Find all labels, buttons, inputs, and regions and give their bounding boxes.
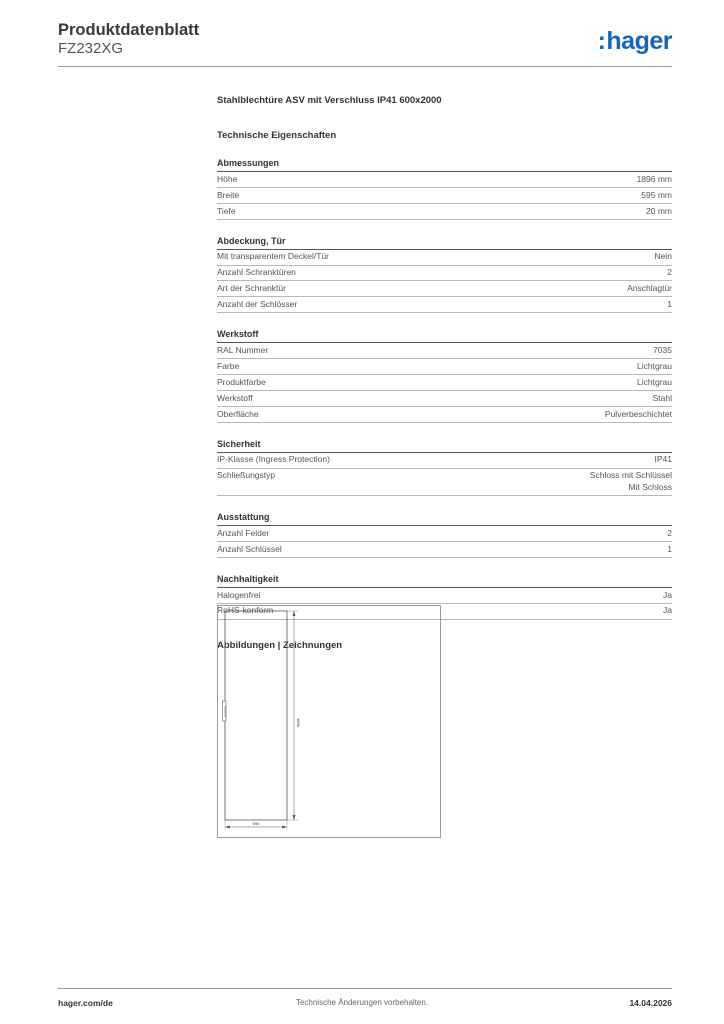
property-value (667, 299, 672, 311)
property-value (667, 267, 672, 279)
footer-date: 14.04.2026 (629, 998, 672, 1008)
figure-heading: Abbildungen | Zeichnungen (217, 639, 343, 651)
property-label: Art der Schranktür (217, 283, 286, 294)
door-handle-icon (223, 701, 227, 721)
property-row (217, 281, 672, 297)
property-label: Anzahl Felder (217, 527, 270, 538)
group-title: Sicherheit (217, 438, 672, 453)
group-title: Ausstattung (217, 511, 672, 526)
property-row (217, 188, 672, 204)
section-heading: Technische Eigenschaften (217, 130, 337, 141)
footer-website: hager.com/de (58, 998, 113, 1008)
property-row (217, 297, 672, 313)
property-value-line: 2 (667, 267, 672, 278)
property-value-line: Stahl (652, 392, 672, 403)
footer-divider (58, 988, 672, 989)
property-value-line: 1896 mm (636, 173, 672, 184)
product-name: Stahlblechtüre ASV mit Verschluss IP41 600x2000 (217, 95, 442, 106)
property-row (217, 250, 672, 266)
hager-logo (598, 27, 672, 55)
property-value-line: 2 (667, 527, 672, 538)
property-label: Tiefe (217, 205, 236, 216)
logo-text: hager (606, 27, 672, 55)
property-label: Höhe (217, 173, 238, 184)
property-group (217, 438, 672, 496)
property-value (653, 345, 672, 357)
property-group (217, 157, 672, 220)
product-code: FZ232XG (58, 40, 124, 57)
document-title: Produktdatenblatt (58, 21, 200, 39)
property-value (637, 377, 672, 389)
property-value (627, 283, 672, 295)
property-value-line: Lichtgrau (637, 376, 672, 387)
property-value-line: 1 (667, 299, 672, 310)
property-value-line: Anschlagtür (627, 283, 672, 294)
property-group (217, 328, 672, 422)
property-value-line: 20 mm (646, 205, 672, 216)
property-label: IP-Klasse (Ingress Protection) (217, 454, 330, 465)
property-value (646, 206, 672, 218)
property-value-line: Ja (663, 605, 672, 616)
property-row (217, 526, 672, 542)
property-value (655, 454, 673, 466)
property-label: Oberfläche (217, 408, 259, 419)
property-value-line: 595 mm (641, 189, 672, 200)
property-label: Mit transparentem Deckel/Tür (217, 251, 329, 262)
property-label: Schließungstyp (217, 470, 276, 481)
header-divider (58, 66, 672, 67)
property-row (217, 204, 672, 220)
property-value (605, 409, 672, 421)
property-value-line: Schloss mit Schlüssel (589, 470, 672, 481)
property-label: RoHS-konform (217, 605, 274, 616)
property-groups (217, 157, 672, 620)
property-row (217, 407, 672, 423)
property-value-line: 1 (667, 543, 672, 554)
width-dimension-label: 595 (252, 821, 260, 826)
property-label: Produktfarbe (217, 376, 266, 387)
group-title: Abdeckung, Tür (217, 235, 672, 250)
property-label: Anzahl der Schlösser (217, 299, 298, 310)
property-row (217, 359, 672, 375)
property-value (637, 361, 672, 373)
property-row (217, 375, 672, 391)
property-group (217, 235, 672, 314)
property-value (667, 544, 672, 556)
group-title: Werkstoff (217, 328, 672, 343)
property-row (217, 266, 672, 282)
property-value-line: Pulverbeschichtet (604, 408, 672, 419)
property-row (217, 542, 672, 558)
property-value (653, 393, 672, 405)
property-row (217, 391, 672, 407)
property-value (663, 605, 672, 617)
property-label: RAL Nummer (217, 345, 269, 356)
property-label: Anzahl Schlüssel (217, 543, 282, 554)
property-value (667, 528, 672, 540)
door-drawing (218, 606, 440, 837)
property-group (217, 511, 672, 558)
property-label: Anzahl Schranktüren (217, 267, 296, 278)
figure-frame (217, 605, 441, 838)
property-row (217, 453, 672, 469)
property-value-line: Ja (663, 589, 672, 600)
property-value (590, 470, 672, 493)
property-row (217, 588, 672, 604)
property-value (655, 251, 672, 263)
property-value (663, 590, 672, 602)
height-dimension-label: 1896 (296, 718, 301, 727)
property-value-line: 7035 (653, 345, 672, 356)
logo-colon-icon: : (597, 27, 606, 55)
property-row (217, 172, 672, 188)
page-header (58, 20, 199, 58)
property-value (641, 190, 672, 202)
property-label: Halogenfrei (217, 589, 261, 600)
property-label: Werkstoff (217, 392, 253, 403)
property-row (217, 343, 672, 359)
door-outline (225, 611, 287, 820)
property-label: Breite (217, 189, 240, 200)
property-value (637, 174, 672, 186)
property-value-line: Nein (654, 251, 672, 262)
footer-disclaimer: Technische Änderungen vorbehalten. (295, 998, 429, 1007)
group-title: Abmessungen (217, 157, 672, 172)
property-row (217, 469, 672, 496)
property-value-line: Lichtgrau (637, 360, 672, 371)
main-content (217, 95, 672, 652)
property-label: Farbe (217, 360, 240, 371)
property-value-line: Mit Schloss (628, 481, 672, 492)
property-value-line: IP41 (654, 454, 672, 465)
group-title: Nachhaltigkeit (217, 573, 672, 588)
